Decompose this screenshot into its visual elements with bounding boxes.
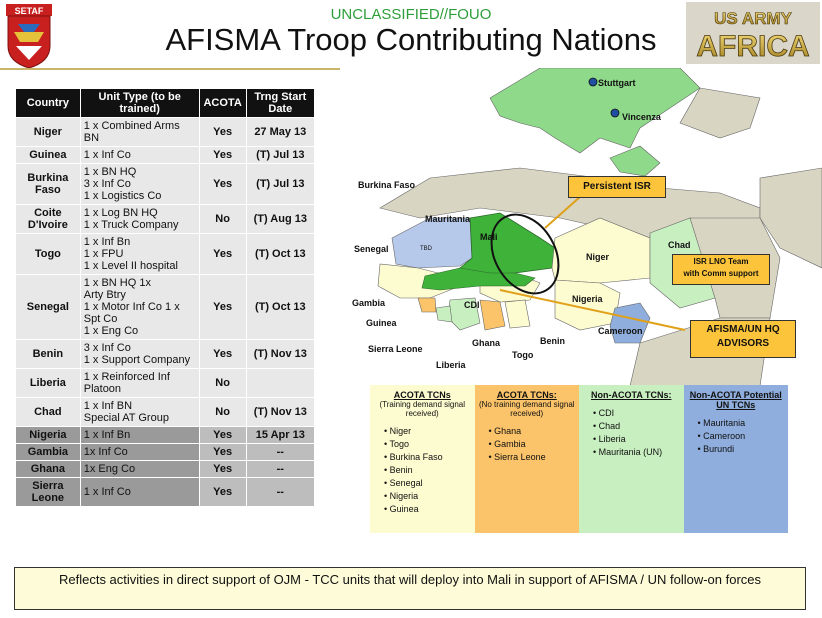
col-acota-header: ACOTA xyxy=(199,89,246,118)
tcn-table-header xyxy=(16,89,315,118)
unit-line: 1 x BN HQ xyxy=(83,166,137,178)
country-cell: Coite D'Ivoire xyxy=(16,205,81,234)
table-row xyxy=(16,275,315,340)
acota-cell: No xyxy=(199,398,246,427)
persistent-isr-callout: Persistent ISR xyxy=(568,176,666,198)
unit-line: BN xyxy=(83,132,100,144)
legend-item: • Gambia xyxy=(489,439,576,449)
vincenza-marker xyxy=(611,109,619,117)
us-army-africa-logo xyxy=(686,2,820,64)
country-cell: Benin xyxy=(16,340,81,369)
legend-list xyxy=(374,426,471,514)
unit-line: 1 x Motor Inf Co 1 x xyxy=(83,301,180,313)
acota-cell: Yes xyxy=(199,164,246,205)
acota-cell: Yes xyxy=(199,147,246,164)
trng-date-cell: 27 May 13 xyxy=(246,118,314,147)
legend-potential-un xyxy=(684,385,789,533)
legend-item: • CDI xyxy=(593,408,680,418)
acota-cell: Yes xyxy=(199,461,246,478)
trng-date-cell: (T) Nov 13 xyxy=(246,398,314,427)
unit-line: 1 x Level II hospital xyxy=(83,260,178,272)
setaf-logo-text: SETAF xyxy=(14,6,44,16)
legend-sub: (Training demand signal received) xyxy=(379,400,466,418)
classification-banner: UNCLASSIFIED//FOUO xyxy=(330,6,492,23)
table-row xyxy=(16,340,315,369)
label-ghana: Ghana xyxy=(472,338,501,348)
page-title: AFISMA Troop Contributing Nations xyxy=(165,22,657,57)
country-cell: Gambia xyxy=(16,444,81,461)
legend-head: Non-ACOTA Potential UN TCNs xyxy=(689,390,782,410)
us-army-logo-text: US ARMY xyxy=(714,9,792,28)
legend-item: • Burundi xyxy=(698,444,785,454)
country-cell: Guinea xyxy=(16,147,81,164)
unit-line: 1 x Reinforced Inf xyxy=(83,371,170,383)
label-niger: Niger xyxy=(586,252,610,262)
legend-acota-nosignal xyxy=(475,385,580,533)
unit-type-cell xyxy=(80,147,199,164)
label-stuttgart: Stuttgart xyxy=(598,78,636,88)
tcn-legend xyxy=(370,385,788,533)
unit-type-cell xyxy=(80,234,199,275)
legend-item: • Mauritania (UN) xyxy=(593,447,680,457)
label-nigeria: Nigeria xyxy=(572,294,603,304)
unit-type-cell xyxy=(80,461,199,478)
stuttgart-marker xyxy=(589,78,597,86)
label-burkina-faso: Burkina Faso xyxy=(358,180,416,190)
legend-head: Non-ACOTA TCNs: xyxy=(591,390,672,400)
legend-acota-signal xyxy=(370,385,475,533)
country-cell: Senegal xyxy=(16,275,81,340)
legend-item: • Nigeria xyxy=(384,491,471,501)
acota-cell: Yes xyxy=(199,340,246,369)
unit-line: 1 x Inf Bn xyxy=(83,429,131,441)
acota-cell: Yes xyxy=(199,275,246,340)
unit-type-cell xyxy=(80,369,199,398)
trng-date-cell: (T) Jul 13 xyxy=(246,147,314,164)
table-row xyxy=(16,164,315,205)
africa-logo-text: AFRICA xyxy=(696,30,810,63)
legend-item: • Guinea xyxy=(384,504,471,514)
country-cell: Ghana xyxy=(16,461,81,478)
label-gambia: Gambia xyxy=(352,298,386,308)
label-guinea: Guinea xyxy=(366,318,397,328)
trng-date-cell: -- xyxy=(246,478,314,507)
tcn-table-body xyxy=(16,118,315,507)
unit-type-cell xyxy=(80,444,199,461)
unit-type-cell xyxy=(80,398,199,427)
legend-item: • Cameroon xyxy=(698,431,785,441)
legend-list xyxy=(688,418,785,454)
country-cell: Sierra Leone xyxy=(16,478,81,507)
isr-lno-callout xyxy=(672,254,770,285)
unit-line: 3 x Inf Co xyxy=(83,178,131,190)
trng-date-cell: (T) Aug 13 xyxy=(246,205,314,234)
trng-date-cell: (T) Oct 13 xyxy=(246,234,314,275)
table-row xyxy=(16,205,315,234)
legend-item: • Benin xyxy=(384,465,471,475)
label-sierra-leone: Sierra Leone xyxy=(368,344,423,354)
unit-type-cell xyxy=(80,118,199,147)
label-tbd: TBD xyxy=(420,246,432,252)
liberia-region xyxy=(436,306,452,322)
legend-head: ACOTA TCNs: xyxy=(496,390,557,400)
acota-cell: Yes xyxy=(199,118,246,147)
unit-line: 1 x FPU xyxy=(83,248,124,260)
unit-type-cell xyxy=(80,164,199,205)
africa-map xyxy=(340,68,822,386)
unit-line: Arty Btry xyxy=(83,289,126,301)
legend-item: • Togo xyxy=(384,439,471,449)
trng-date-cell: (T) Oct 13 xyxy=(246,275,314,340)
trng-date-cell xyxy=(246,369,314,398)
unit-type-cell xyxy=(80,427,199,444)
table-row xyxy=(16,234,315,275)
legend-item: • Senegal xyxy=(384,478,471,488)
legend-item: • Liberia xyxy=(593,434,680,444)
country-cell: Nigeria xyxy=(16,427,81,444)
acota-cell: Yes xyxy=(199,234,246,275)
legend-non-acota xyxy=(579,385,684,533)
col-trng-date-header: Trng Start Date xyxy=(246,89,314,118)
tcn-table xyxy=(15,88,315,507)
unit-line: 1 x Combined Arms xyxy=(83,120,180,132)
unit-line: 1 x Support Company xyxy=(83,354,191,366)
acota-cell: Yes xyxy=(199,444,246,461)
label-chad: Chad xyxy=(668,240,691,250)
unit-type-cell xyxy=(80,205,199,234)
col-unit-type-header: Unit Type (to be trained) xyxy=(80,89,199,118)
label-liberia: Liberia xyxy=(436,360,466,370)
isr-lno-line-2: with Comm support xyxy=(683,269,759,278)
table-row xyxy=(16,444,315,461)
label-cdi: CDI xyxy=(464,300,480,310)
acota-cell: No xyxy=(199,205,246,234)
country-cell: Chad xyxy=(16,398,81,427)
country-cell: Burkina Faso xyxy=(16,164,81,205)
legend-item: • Niger xyxy=(384,426,471,436)
country-cell: Togo xyxy=(16,234,81,275)
legend-head: ACOTA TCNs xyxy=(393,390,451,400)
unit-line: 1 x Inf BN xyxy=(83,400,133,412)
unit-line: 1 x Truck Company xyxy=(83,219,179,231)
unit-line: 1 x Inf Co xyxy=(83,486,131,498)
country-cell: Liberia xyxy=(16,369,81,398)
unit-type-cell xyxy=(80,340,199,369)
table-row xyxy=(16,398,315,427)
table-row xyxy=(16,147,315,164)
country-cell: Niger xyxy=(16,118,81,147)
legend-item: • Burkina Faso xyxy=(384,452,471,462)
unit-type-cell xyxy=(80,275,199,340)
legend-list xyxy=(479,426,576,462)
trng-date-cell: 15 Apr 13 xyxy=(246,427,314,444)
legend-item: • Ghana xyxy=(489,426,576,436)
acota-cell: Yes xyxy=(199,427,246,444)
unit-line: Special AT Group xyxy=(83,412,169,424)
legend-list xyxy=(583,408,680,457)
trng-date-cell: (T) Jul 13 xyxy=(246,164,314,205)
unit-line: Spt Co xyxy=(83,313,118,325)
col-country-header: Country xyxy=(16,89,81,118)
table-row xyxy=(16,478,315,507)
label-benin: Benin xyxy=(540,336,566,346)
table-row xyxy=(16,427,315,444)
trng-date-cell: -- xyxy=(246,461,314,478)
label-mali: Mali xyxy=(480,232,498,242)
table-row xyxy=(16,461,315,478)
unit-line: 1 x Eng Co xyxy=(83,325,139,337)
unit-line: 1 x Inf Bn xyxy=(83,236,131,248)
unit-line: 3 x Inf Co xyxy=(83,342,131,354)
label-senegal: Senegal xyxy=(354,244,389,254)
label-vincenza: Vincenza xyxy=(622,112,661,122)
afisma-line-1: AFISMA/UN HQ xyxy=(706,324,780,335)
trng-date-cell: (T) Nov 13 xyxy=(246,340,314,369)
legend-item: • Sierra Leone xyxy=(489,452,576,462)
afisma-hq-callout xyxy=(690,320,796,358)
afisma-line-2: ADVISORS xyxy=(716,338,770,349)
unit-line: 1 x Log BN HQ xyxy=(83,207,158,219)
legend-sub: (No training demand signal received) xyxy=(478,400,575,418)
unit-line: 1 x BN HQ 1x xyxy=(83,277,151,289)
unit-type-cell xyxy=(80,478,199,507)
trng-date-cell: -- xyxy=(246,444,314,461)
unit-line: 1 x Logistics Co xyxy=(83,190,162,202)
unit-line: 1 x Inf Co xyxy=(83,149,131,161)
unit-line: Platoon xyxy=(83,383,122,395)
legend-item: • Mauritania xyxy=(698,418,785,428)
table-row xyxy=(16,118,315,147)
label-togo: Togo xyxy=(512,350,534,360)
unit-line: 1x Eng Co xyxy=(83,463,136,475)
label-mauritania: Mauritania xyxy=(425,214,471,224)
isr-lno-line-1: ISR LNO Team xyxy=(693,257,749,266)
footer-note: Reflects activities in direct support of OJM - TCC units that will deploy into Mali in support of AFISMA / UN follow-on forces xyxy=(14,567,806,610)
table-row xyxy=(16,369,315,398)
legend-item: • Chad xyxy=(593,421,680,431)
acota-cell: Yes xyxy=(199,478,246,507)
unit-line: 1x Inf Co xyxy=(83,446,128,458)
label-cameroon: Cameroon xyxy=(598,326,643,336)
acota-cell: No xyxy=(199,369,246,398)
